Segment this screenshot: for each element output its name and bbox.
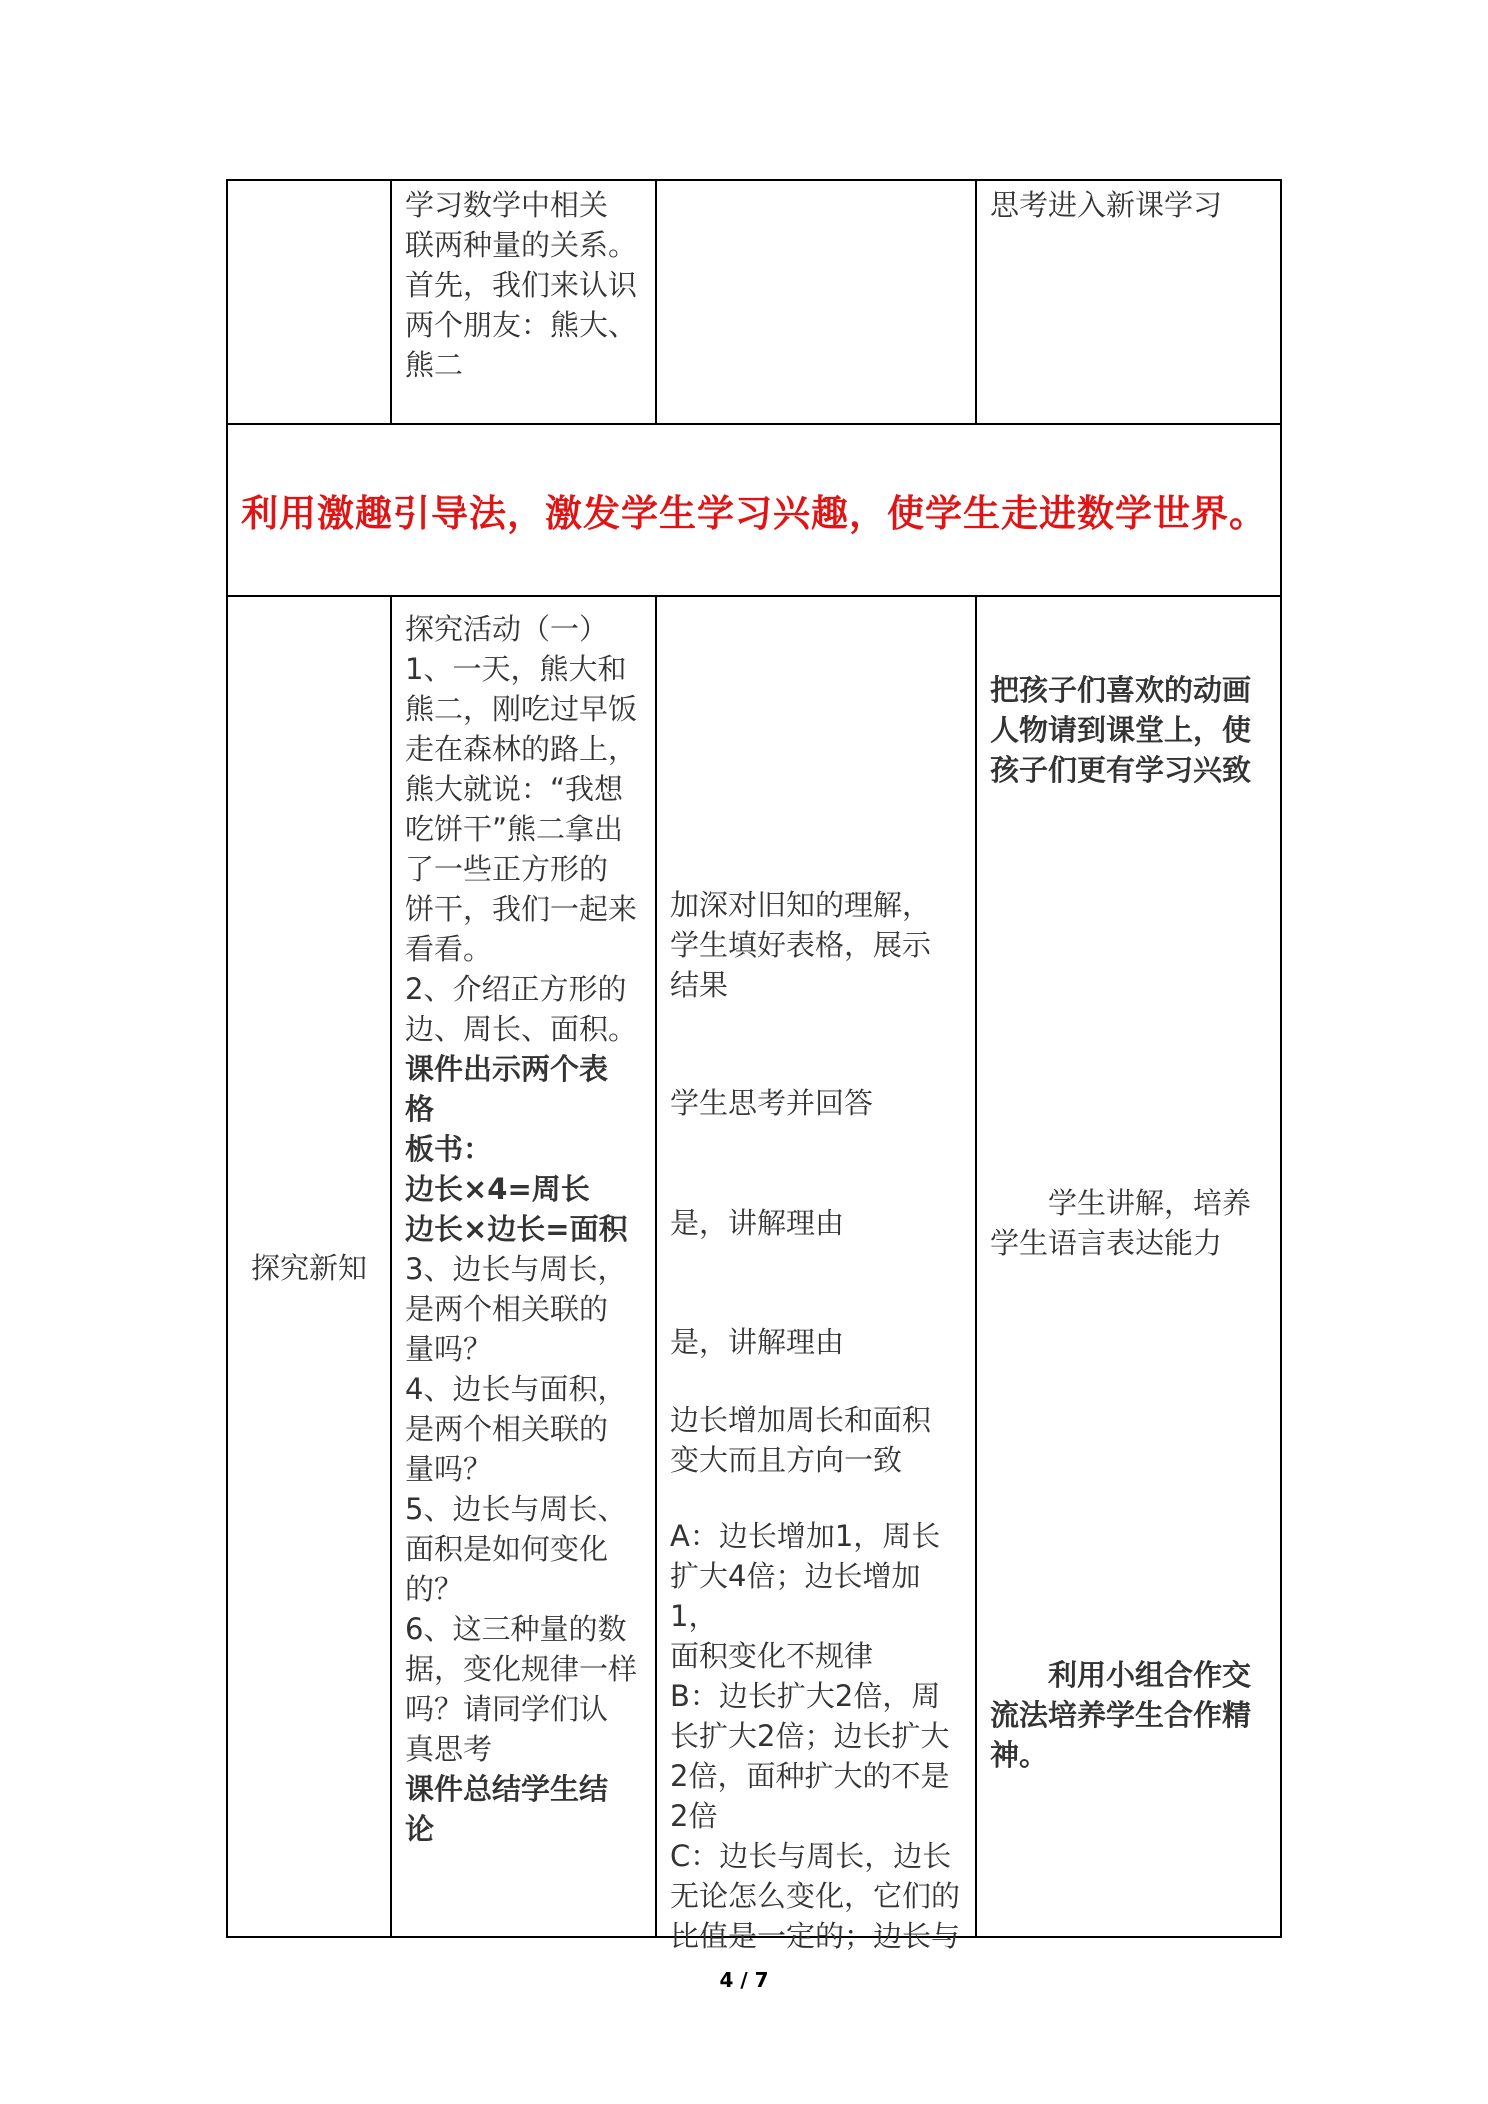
text-line: 4、边长与面积， bbox=[405, 1372, 627, 1406]
text-line: 是两个相关联的 bbox=[405, 1292, 609, 1326]
student-activity-c bbox=[670, 1203, 965, 1243]
text-line: C：边长与周长，边长 bbox=[670, 1839, 952, 1873]
col-divider bbox=[975, 179, 977, 425]
text-line: 利用小组合作交 bbox=[990, 1658, 1252, 1692]
table-border-right bbox=[1280, 179, 1282, 1938]
text-line: 思考进入新课学习 bbox=[990, 188, 1223, 222]
design-intent-c bbox=[990, 1655, 1270, 1775]
row1-teacher-activity bbox=[405, 185, 645, 385]
text-line: 熊二，刚吃过早饭 bbox=[405, 692, 638, 726]
text-line: 探究活动（一） bbox=[405, 612, 609, 646]
text-line: 真思考 bbox=[405, 1732, 493, 1766]
text-line: 3、边长与周长， bbox=[405, 1252, 627, 1286]
student-activity-e bbox=[670, 1400, 965, 1480]
text-line: 熊大就说：“我想 bbox=[405, 772, 624, 806]
text-line: 5、边长与周长、 bbox=[405, 1492, 627, 1526]
text-line: 边长×4=周长 bbox=[405, 1172, 590, 1206]
text-line: 据，变化规律一样 bbox=[405, 1652, 638, 1686]
col-divider bbox=[975, 595, 977, 1938]
student-activity-b bbox=[670, 1083, 965, 1123]
banner-text: 利用激趣引导法，激发学生学习兴趣，使学生走进数学世界。 bbox=[241, 491, 1267, 535]
text-line: 是，讲解理由 bbox=[670, 1325, 845, 1359]
text-line: 了一些正方形的 bbox=[405, 852, 609, 886]
text-line: 1、一天，熊大和 bbox=[405, 652, 627, 686]
text-line: 量吗？ bbox=[405, 1332, 493, 1366]
text-line: 吃饼干”熊二拿出 bbox=[405, 812, 624, 846]
text-line: 量吗？ bbox=[405, 1452, 493, 1486]
text-line: 神。 bbox=[990, 1738, 1049, 1772]
text-line: 熊二 bbox=[405, 348, 464, 382]
text-line: 学生语言表达能力 bbox=[990, 1226, 1223, 1260]
text-line: 学生思考并回答 bbox=[670, 1086, 874, 1120]
text-line: 把孩子们喜欢的动画 bbox=[990, 673, 1252, 707]
text-line: 孩子们更有学习兴致 bbox=[990, 753, 1252, 787]
text-line: 走在森林的路上， bbox=[405, 732, 638, 766]
row3-teacher-activity bbox=[405, 609, 645, 1849]
text-line: 边长×边长=面积 bbox=[405, 1212, 628, 1246]
row-divider bbox=[226, 595, 1282, 597]
col-divider bbox=[390, 595, 392, 1938]
text-line: 面积变化不规律 bbox=[670, 1639, 874, 1673]
text-line: 饼干，我们一起来 bbox=[405, 892, 638, 926]
text-line: 边、周长、面积。 bbox=[405, 1012, 638, 1046]
text-line: 论 bbox=[405, 1812, 435, 1846]
col-divider bbox=[655, 179, 657, 425]
text-line: 课件出示两个表 bbox=[405, 1052, 609, 1086]
text-line: 首先，我们来认识 bbox=[405, 268, 638, 302]
text-line: 面积是如何变化 bbox=[405, 1532, 609, 1566]
text-line: 2、介绍正方形的 bbox=[405, 972, 627, 1006]
text-line: 2倍 bbox=[670, 1799, 718, 1833]
text-line: 课件总结学生结 bbox=[405, 1772, 609, 1806]
text-line: 的？ bbox=[405, 1572, 464, 1606]
text-line: 是，讲解理由 bbox=[670, 1206, 845, 1240]
text-line: 格 bbox=[405, 1092, 435, 1126]
text-line: 人物请到课堂上，使 bbox=[990, 713, 1252, 747]
text-line: 变大而且方向一致 bbox=[670, 1443, 903, 1477]
text-line: 6、这三种量的数 bbox=[405, 1612, 627, 1646]
design-intent-b bbox=[990, 1183, 1270, 1263]
col-divider bbox=[390, 179, 392, 425]
text-line: B：边长扩大2倍，周 bbox=[670, 1679, 941, 1713]
text-line: 学生填好表格，展示 bbox=[670, 928, 932, 962]
student-activity-d bbox=[670, 1322, 965, 1362]
text-line: 比值是一定的；边长与 bbox=[670, 1919, 961, 1953]
section-label: 探究新知 bbox=[250, 1251, 367, 1285]
text-line: 流法培养学生合作精 bbox=[990, 1698, 1252, 1732]
text-line: 看看。 bbox=[405, 932, 493, 966]
text-line: 联两种量的关系。 bbox=[405, 228, 638, 262]
student-activity-a bbox=[670, 885, 965, 1005]
text-line: 结果 bbox=[670, 968, 729, 1002]
text-line: 学生讲解，培养 bbox=[990, 1186, 1252, 1220]
text-line: 是两个相关联的 bbox=[405, 1412, 609, 1446]
student-activity-f bbox=[670, 1516, 965, 1956]
text-line: 加深对旧知的理解， bbox=[670, 888, 932, 922]
text-line: 扩大4倍；边长增加1， bbox=[670, 1559, 921, 1633]
text-line: 吗？请同学们认 bbox=[405, 1692, 609, 1726]
text-line: 无论怎么变化，它们的 bbox=[670, 1879, 961, 1913]
page-number: 4 / 7 bbox=[719, 1968, 769, 1992]
text-line: 板书： bbox=[405, 1132, 493, 1166]
table-border-top bbox=[226, 179, 1282, 181]
row1-design-intent bbox=[990, 185, 1270, 225]
text-line: 长扩大2倍；边长扩大 bbox=[670, 1719, 950, 1753]
text-line: 两个朋友：熊大、 bbox=[405, 308, 638, 342]
text-line: 2倍，面种扩大的不是 bbox=[670, 1759, 950, 1793]
col-divider bbox=[655, 595, 657, 1938]
text-line: A：边长增加1，周长 bbox=[670, 1519, 941, 1553]
text-line: 边长增加周长和面积 bbox=[670, 1403, 932, 1437]
design-intent-a bbox=[990, 670, 1270, 790]
text-line: 学习数学中相关 bbox=[405, 188, 609, 222]
